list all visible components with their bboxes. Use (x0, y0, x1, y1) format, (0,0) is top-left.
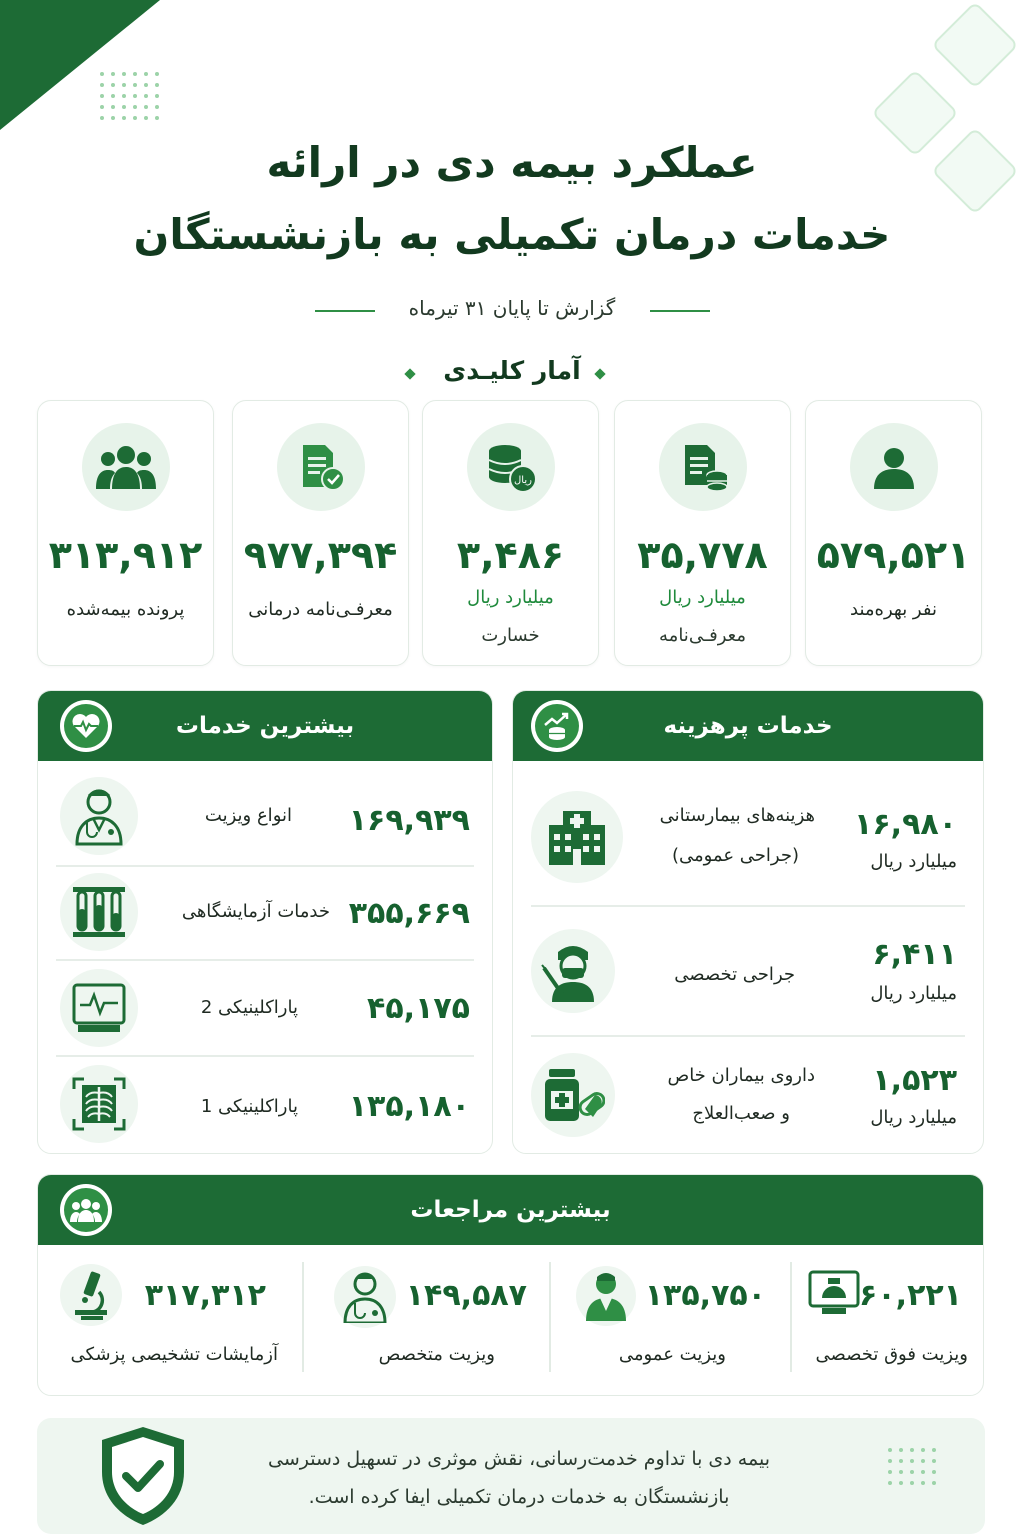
referral-label: ویزیت عمومی (618, 1344, 726, 1365)
dots-decoration (888, 1448, 936, 1485)
column-divider (549, 1262, 551, 1372)
row-value: ۱۳۵,۱۸۰ (348, 1089, 470, 1124)
row-value: ۱,۵۲۳ (872, 1063, 957, 1098)
stat-card-beneficiaries (805, 400, 982, 666)
row-unit: میلیارد ریال (870, 1107, 957, 1128)
top-services-panel (37, 690, 493, 1154)
physician-icon (576, 1266, 636, 1326)
stat-card-claims (422, 400, 599, 666)
document-coins-icon (659, 423, 747, 511)
row-value: ۱۶,۹۸۰ (854, 807, 957, 842)
ultrasound-icon (808, 1270, 860, 1322)
report-subtitle: گزارش تا پایان ۳۱ تیرماه (408, 296, 616, 320)
referral-label: آزمایشات تشخیصی پزشکی (70, 1344, 278, 1365)
stat-value: ۹۷۷,۳۹۴ (243, 533, 398, 577)
stat-value: ۳,۴۸۶ (456, 533, 565, 577)
row-label: انواع ویزیت (204, 805, 292, 826)
stat-card-insured-files (37, 400, 214, 666)
top-referrals-title: بیشترین مراجعات (38, 1175, 983, 1245)
row-divider (531, 1035, 965, 1037)
document-check-icon (277, 423, 365, 511)
referral-value: ۶۰,۲۲۱ (859, 1278, 962, 1313)
specialist-icon (334, 1266, 396, 1328)
group-icon (60, 1184, 112, 1236)
row-label-sub: (جراحی عمومی) (671, 845, 799, 866)
row-value: ۱۶۹,۹۳۹ (348, 803, 470, 838)
row-label: پاراکلینیکی 1 (200, 1096, 298, 1117)
heart-pulse-icon (60, 700, 112, 752)
group-icon (82, 423, 170, 511)
stat-unit: میلیارد ریال (467, 587, 554, 608)
svg-text:ریال: ریال (513, 475, 532, 486)
row-label-sub: و صعب‌العلاج (692, 1103, 790, 1124)
doctor-icon (60, 777, 138, 855)
page-title-line1: عملکرد بیمه دی در ارائه (266, 138, 758, 187)
test-tubes-icon (60, 873, 138, 951)
referral-value: ۱۴۹,۵۸۷ (405, 1278, 527, 1313)
row-value: ۴۵,۱۷۵ (367, 991, 470, 1026)
dots-decoration (100, 72, 159, 120)
microscope-icon (60, 1264, 122, 1326)
footer-line2: بازنشستگان به خدمات درمان تکمیلی ایفا کرده است. (308, 1486, 730, 1508)
growth-coins-icon (531, 700, 583, 752)
top-services-title: بیشترین خدمات (38, 691, 492, 761)
row-label: داروی بیماران خاص (667, 1065, 815, 1086)
costly-services-title: خدمات پرهزینه (513, 691, 983, 761)
row-label: هزینه‌های بیمارستانی (659, 805, 815, 826)
diamond-decoration (931, 1, 1019, 89)
row-value: ۳۵۵,۶۶۹ (348, 896, 470, 931)
row-divider (56, 1055, 474, 1057)
coins-rial-icon (467, 423, 555, 511)
row-label: جراحی تخصصی (674, 964, 795, 985)
stat-label: معرفـی‌نامه درمانی (248, 599, 393, 620)
stat-label: نفر بهره‌مند (850, 599, 937, 620)
stat-unit: میلیارد ریال (659, 587, 746, 608)
stat-card-referrals (614, 400, 791, 666)
footer-text (209, 1440, 829, 1516)
row-unit: میلیارد ریال (870, 851, 957, 872)
referral-value: ۱۳۵,۷۵۰ (644, 1278, 766, 1313)
row-divider (56, 865, 474, 867)
column-divider (302, 1262, 304, 1372)
shield-check-icon (98, 1424, 188, 1532)
row-divider (531, 905, 965, 907)
stat-label: پرونده بیمه‌شده (66, 599, 185, 620)
column-divider (790, 1262, 792, 1372)
xray-icon (60, 1065, 138, 1143)
referral-label: ویزیت متخصص (378, 1344, 495, 1365)
stat-value: ۳۱۳,۹۱۲ (48, 533, 203, 577)
referral-value: ۳۱۷,۳۱۲ (144, 1278, 266, 1313)
stat-value: ۵۷۹,۵۲۱ (816, 533, 971, 577)
stat-label: خسارت (481, 625, 540, 646)
monitor-icon (60, 969, 138, 1047)
row-label: خدمات آزمایشگاهی (181, 901, 330, 922)
page-title-line2: خدمات درمان تکمیلی به بازنشستگان (133, 210, 891, 259)
stat-label: معرفـی‌نامه (659, 625, 746, 646)
key-stats-title: آمار کلیـدی (443, 356, 581, 385)
person-icon (850, 423, 938, 511)
footer-line1: بیمه دی با تداوم خدمت‌رسانی، نقش موثری در تسهیل دسترسی (268, 1448, 770, 1470)
row-value: ۶,۴۱۱ (872, 937, 957, 972)
stat-card-treatment-referrals (232, 400, 409, 666)
stat-value: ۳۵,۷۷۸ (637, 533, 768, 577)
row-unit: میلیارد ریال (870, 983, 957, 1004)
referral-label: ویزیت فوق تخصصی (815, 1344, 968, 1365)
row-divider (56, 959, 474, 961)
costly-services-panel (512, 690, 984, 1154)
row-label: پاراکلینیکی 2 (200, 997, 298, 1018)
